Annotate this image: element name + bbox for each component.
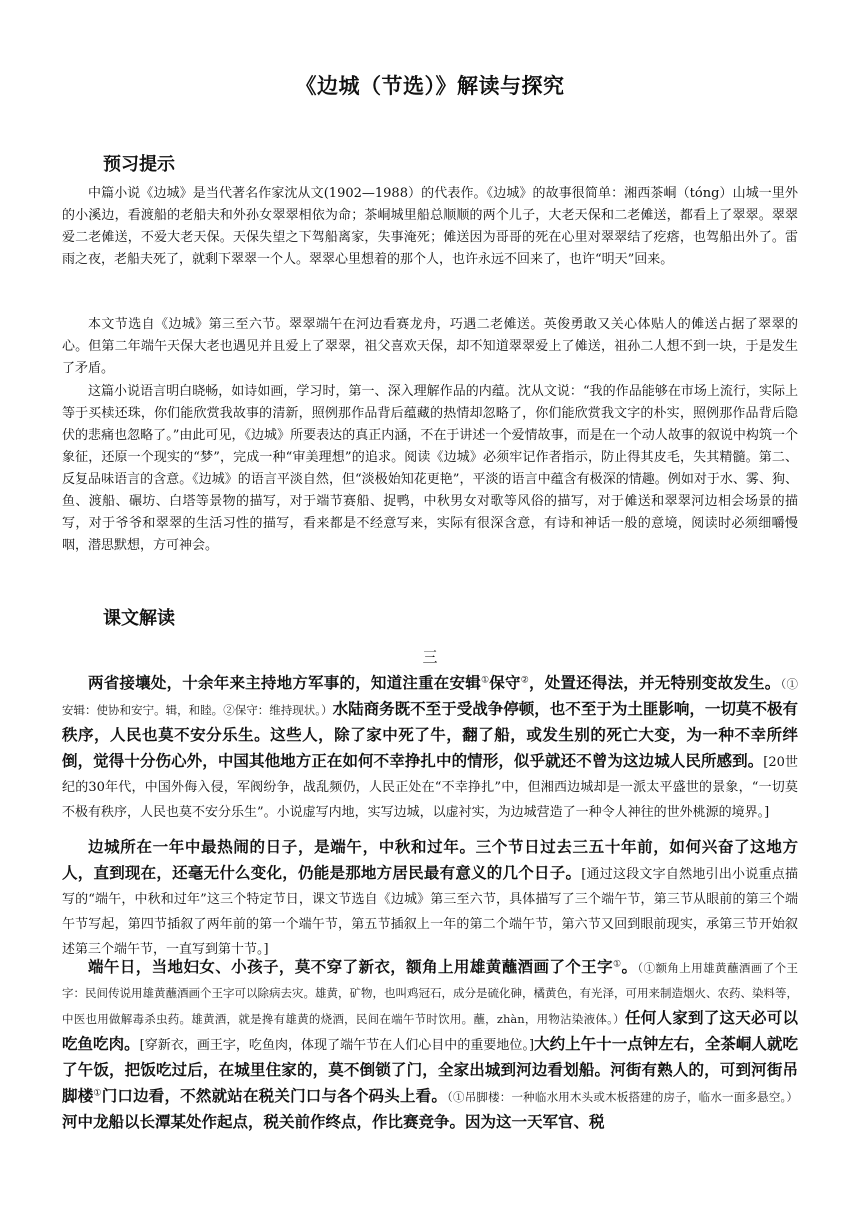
commentary: [穿新衣，画王字，吃鱼肉，体现了端午节在人们心目中的重要地位。] [139,1038,535,1053]
heading-preview-tips: 预习提示 [103,154,175,175]
footnote-mark: ② [520,675,529,686]
commentary: [通过这段文字自然地引出小说重点描写的“端午，中秋和过年”这三个特定节日，课文节选自《边城》第三至六节，具体描写了三个端午节，第三节从眼前的第三个端午节写起，第四节插叙了两年前的第一个端午节，第五节插叙上一年的第二个端午节，第六节又回到眼前现实，承第三节开始叙述第三个端午节，一直写到第十节。] [62,867,798,957]
text-bold: 任何人家到了这天必可以吃鱼吃肉。 [62,1009,798,1053]
text-bold: 门口边看，不然就站在税关门口与各个码头上看。 [101,1087,448,1105]
text-bold: ，处置还得法，并无特别变故发生。 [529,674,781,692]
footnote-mark: ① [613,959,622,970]
reading-paragraph-1 [62,671,798,825]
heading-text-reading: 课文解读 [103,608,175,629]
footnote-mark: ① [93,1088,102,1099]
commentary: [20世纪的30年代，中国外侮入侵，军阀纷争，战乱频仍，人民正处在“不幸挣扎”中，但湘西边城却是一派太平盛世的景象，“一切莫不极有秩序，人民也莫不安分乐生”。小说虚写内地，实写边城，以虚衬实，为边城营造了一种令人神往的世外桃源的境界。] [62,755,798,820]
footnote-note: （①额角上用雄黄蘸酒画了个王字：民间传说用雄黄蘸酒画个王字可以除病去灾。雄黄，矿物，也叫鸡冠石，成分是硫化砷，橘黄色，有光泽，可用来制造烟火、农药、染料等，中医也用做解毒杀虫药。雄黄酒，就是搀有雄黄的烧酒，民间在端午节时饮用。蘸，zhàn，用物沾染液体。） [62,961,798,1026]
footnote-note: （①安辑：使协和安宁。辑，和睦。②保守：维持现状。） [62,677,798,717]
page-title: 《边城（节选）》解读与探究 [295,74,565,98]
text-bold: 两省接壤处，十余年来主持地方军事的，知道注重在安辑 [88,674,481,692]
footnote-note: （①吊脚楼：一种临水用木头或木板搭建的房子，临水一面多悬空。） [447,1090,798,1104]
text-bold: 水陆商务既不至于受战争停顿，也不至于为土匪影响，一切莫不极有秩序，人民也莫不安分乐生。这些人，除了家中死了牛，翻了船，或发生别的死亡大变，为一种不幸所绊倒，觉得十分伤心外，中国其他地方正在如何不幸挣扎中的情形，似乎就还不曾为这边城人民所感到。 [62,700,798,770]
text-bold: 端午日，当地妇女、小孩子，莫不穿了新衣，额角上用雄黄蘸酒画了个王字 [88,958,614,976]
preview-paragraph-2: 本文节选自《边城》第三至六节。翠翠端午在河边看赛龙舟，巧遇二老傩送。英俊勇敢又关心体贴人的傩送占据了翠翠的心。但第二年端午天保大老也遇见并且爱上了翠翠，祖父喜欢天保，却不知道翠翠爱上了傩送，祖孙二人想不到一块，于是发生了矛盾。 [62,317,798,376]
reading-paragraph-3 [62,955,798,1136]
text-bold: 大约上午十一点钟左右，全茶峒人就吃了午饭，把饭吃过后，在城里住家的，莫不倒锁了门，全家出城到河边看划船。河街有熟人的，可到河街吊脚楼 [62,1035,798,1105]
text-bold: 河中龙船以长潭某处作起点，税关前作终点，作比赛竞争。因为这一天军官、税 [62,1113,605,1131]
text-bold: 保守 [489,674,521,692]
text-bold: 。 [621,958,638,976]
text-bold: 边城所在一年中最热闹的日子，是端午，中秋和过年。三个节日过去三五十年前，如何兴奋了这地方人，直到现在，还毫无什么变化，仍能是那地方居民最有意义的几个日子。 [62,838,798,882]
footnote-mark: ① [480,675,490,686]
preview-paragraph-1: 中篇小说《边城》是当代著名作家沈从文(1902—1988）的代表作。《边城》的故事很简单：湘西茶峒（tóng）山城一里外的小溪边，看渡船的老船夫和外孙女翠翠相依为命；茶峒城里船总顺顺的两个儿子，大老天保和二老傩送，都看上了翠翠。翠翠爱二老傩送，不爱大老天保。天保失望之下驾船离家，失事淹死；傩送因为哥哥的死在心里对翠翠结了疙瘩，也驾船出外了。雷雨之夜，老船夫死了，就剩下翠翠一个人。翠翠心里想着的那个人，也许永远不回来了，也许“明天”回来。 [62,186,798,267]
chapter-number: 三 [422,648,438,666]
preview-paragraph-3: 这篇小说语言明白晓畅，如诗如画，学习时，第一、深入理解作品的内蕴。沈从文说：“我的作品能够在市场上流行，实际上等于买椟还珠，你们能欣赏我故事的清新，照例那作品背后蕴藏的热情却忽略了，你们能欣赏我文字的朴实，照例那作品背后隐伏的悲痛也忽略了。”由此可见，《边城》所要表达的真正内涵，不在于讲述一个爱情故事，而是在一个动人故事的叙说中构筑一个象征，还原一个现实的“梦”，完成一种“审美理想”的追求。阅读《边城》必须牢记作者指示，防止得其皮毛，失其精髓。第二、反复品味语言的含意。《边城》的语言平淡自然，但“淡极始知花更艳”，平淡的语言中蕴含有极深的情趣。例如对于水、雾、狗、鱼、渡船、碾坊、白塔等景物的描写，对于端节赛船、捉鸭，中秋男女对歌等风俗的描写，对于傩送和翠翠河边相会场景的描写，对于爷爷和翠翠的生活习性的描写，看来都是不经意写来，实际有很深含意，有诗和神话一般的意境，阅读时必须细嚼慢咽，潜思默想，方可神会。 [62,384,798,553]
reading-paragraph-2 [62,835,798,962]
